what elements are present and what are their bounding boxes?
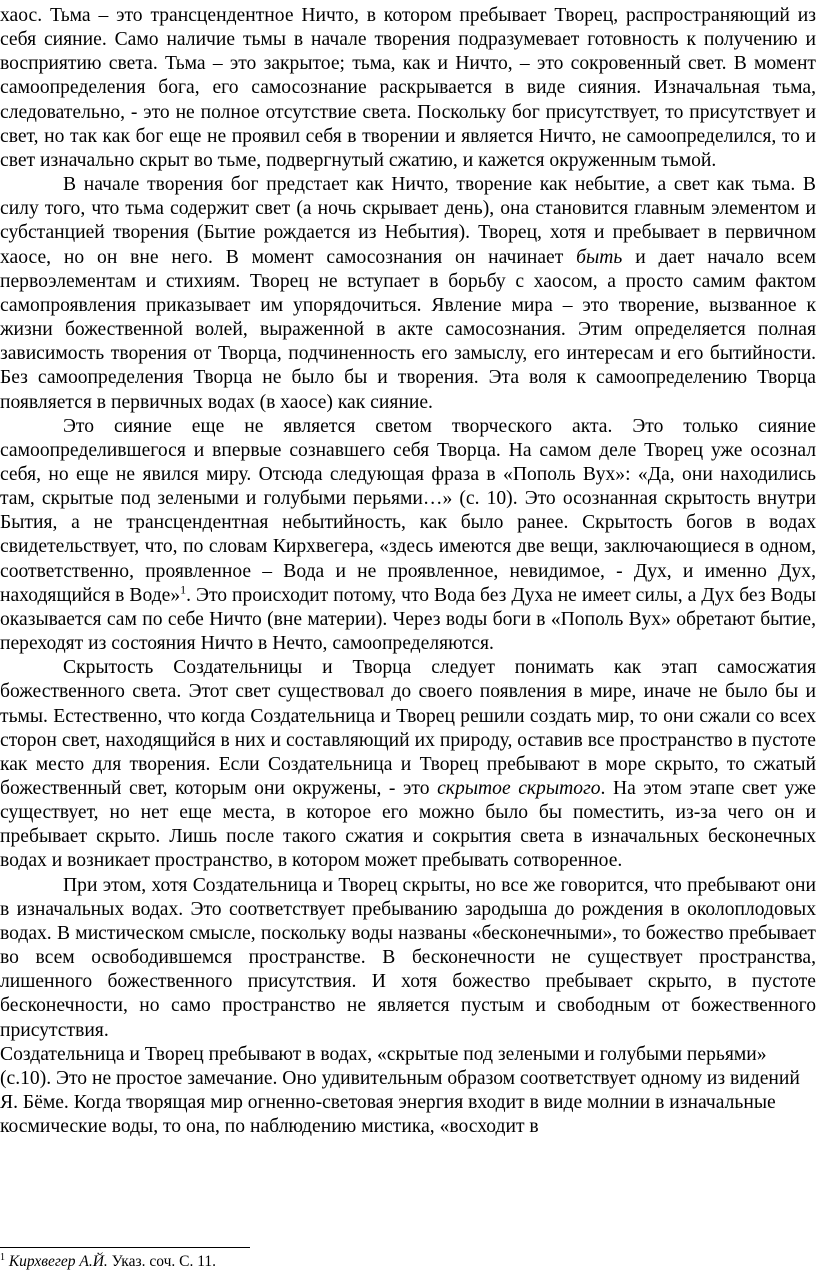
paragraph-4: [0, 656, 816, 873]
italic-phrase-skrytoe-skrytogo: скрытое скрытого: [437, 778, 601, 799]
footnote-reference[interactable]: 1: [180, 582, 187, 597]
footnote-separator: [0, 1247, 250, 1248]
paragraph-2: [0, 173, 816, 415]
footnote-source: Указ. соч. С. 11.: [107, 1253, 217, 1270]
paragraph-4-text-a: Скрытость Создательницы и Творца следует понимать как этап самосжатия божественного света. Этот свет существовал до своего появления в мире, иначе не было бы и тьмы. Естественно, что когда Создательница и Творец решили создать мир, то они сжали со всех сторон свет, находящийся в них и составляющий их природу, оставив все пространство в пустоте как место для творения. Если Создательница и Творец пребывают в море скрыто, то сжатый божественный свет, которым они окружены, - это: [0, 657, 816, 799]
paragraph-1: [0, 4, 816, 173]
paragraph-4-text-b: . На этом этапе свет уже существует, но нет еще места, в которое его можно было бы поместить, из-за чего он и пребывает скрыто. Лишь после такого сжатия и сокрытия света в изначальных бесконечных водах и возникает пространство, в котором может пребывать сотворенное.: [0, 778, 816, 872]
paragraph-2-text-b: и дает начало всем первоэлементам и стихиям. Творец не вступает в борьбу с хаосом, а просто самим фактом самопроявления приказывает им упорядочиться. Явление мира – это творение, вызванное к жизни божественной волей, выраженной в акте самосознания. Этим определяется полная зависимость творения от Творца, подчиненность его замыслу, его интересам и его бытийности. Без самоопределения Творца не было бы и творения. Эта воля к самоопределению Творца появляется в первичных водах (в хаосе) как сияние.: [0, 246, 816, 413]
paragraph-5: [0, 874, 816, 1043]
paragraph-6-text: Создательница и Творец пребывают в водах, «скрытые под зелеными и голубыми перьями» (с.10). Это не простое замечание. Оно удивительным образом соответствует одному из видений Я. Бёме. Когда творящая мир огненно-световая энергия входит в виде молнии в изначальные космические воды, то она, по наблюдению мистика, «восходит в: [0, 1043, 800, 1138]
paragraph-1-text: хаос. Тьма – это трансцендентное Ничто, в котором пребывает Творец, распространяющий из себя сияние. Само наличие тьмы в начале творения подразумевает готовность к получению и восприятию света. Тьма – это закрытое; тьма, как и Ничто, – это сокровенный свет. В момент самоопределения бога, его самосознание раскрывается в виде сияния. Изначальная тьма, следовательно, - это не полное отсутствие света. Поскольку бог присутствует, то присутствует и свет, но так как бог еще не проявил себя в творении и является Ничто, не самоопределился, то и свет изначально скрыт во тьме, подвергнутый сжатию, и кажется окруженным тьмой.: [0, 5, 816, 171]
italic-word-byt: быть: [576, 246, 623, 268]
body-text: [0, 4, 816, 1139]
paragraph-6: [0, 1043, 816, 1140]
paragraph-3-text-a: Это сияние еще не является светом творческого акта. Это только сияние самоопределившегося и впервые сознавшего себя Творца. На самом деле Творец уже осознал себя, но еще не явился миру. Отсюда следующая фраза в «Пополь Вух»: «Да, они находились там, скрытые под зелеными и голубыми перьями…» (с. 10). Это осознанная скрытость внутри Бытия, а не трансцендентная небытийность, как было ранее. Скрытость богов в водах свидетельствует, что, по словам Кирхвегера, «здесь имеются две вещи, заключающиеся в одном, соответственно, проявленное – Вода и не проявленное, невидимое, - Дух, и именно Дух, находящийся в Воде»: [0, 415, 816, 606]
footnote: [0, 1252, 816, 1271]
footnote-author: Кирхвегер А.Й.: [8, 1253, 108, 1270]
paragraph-3: [0, 415, 816, 657]
footnote-mark: 1: [0, 1251, 5, 1263]
paragraph-5-text: При этом, хотя Создательница и Творец скрыты, но все же говорится, что пребывают они в изначальных водах. Это соответствует пребыванию зародыша до рождения в околоплодовых водах. В мистическом смысле, поскольку воды названы «бесконечными», то божество пребывает во всем освободившемся пространстве. В бесконечности не существует пространства, лишенного божественного присутствия. И хотя божество пребывает скрыто, в пустоте бесконечности, но само пространство не является пустым и свободным от божественного присутствия.: [0, 874, 816, 1041]
paragraph-3-text-b: . Это происходит потому, что Вода без Духа не имеет силы, а Дух без Воды оказывается сам по себе Ничто (вне материи). Через воды боги в «Пополь Вух» обретают бытие, переходят из состояния Ничто в Нечто, самоопределяются.: [0, 584, 816, 655]
paragraph-2-text-a: В начале творения бог предстает как Ничто, творение как небытие, а свет как тьма. В силу того, что тьма содержит свет (а ночь скрывает день), она становится главным элементом и субстанцией творения (Бытие рождается из Небытия). Творец, хотя и пребывает в первичном хаосе, но он вне него. В момент самосознания он начинает: [0, 174, 816, 268]
